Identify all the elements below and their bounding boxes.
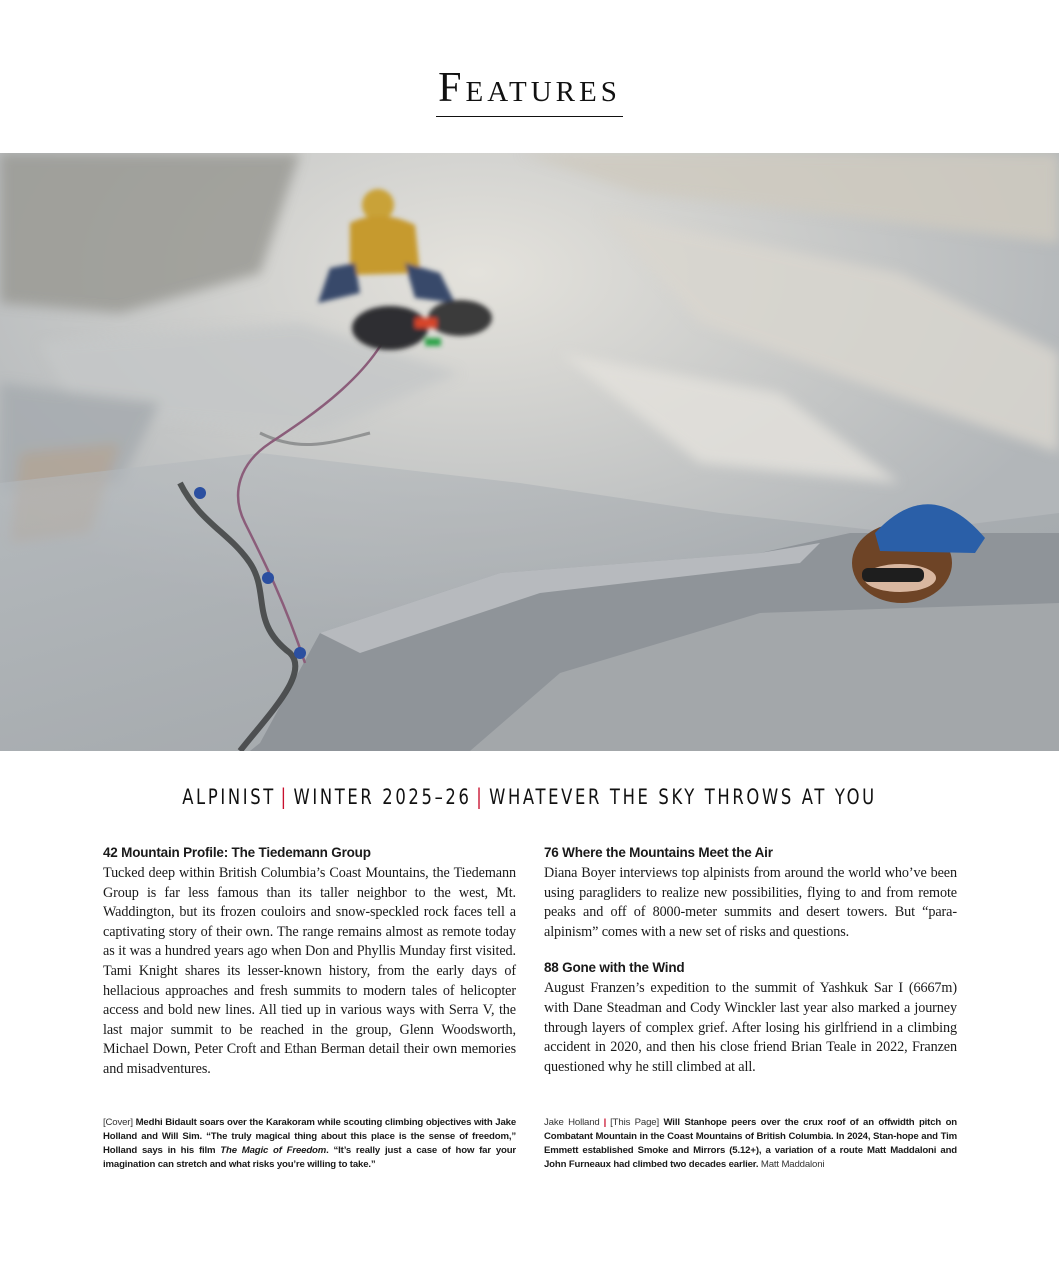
issue-tagline xyxy=(116,785,942,809)
feature-description: Tucked deep within British Columbia’s Coast Mountains, the Tiedemann Group is far less famous than its taller neighbor to the west, Mt. Waddington, but its frozen couloirs and snow-speckled rock faces tell a captivating story of their own. The range remains almost as remote today as it was a hundred years ago when Don and Phyllis Munday first visited. Tami Knight shares its lesser-known history, from the early days of hellacious approaches and fresh summits to modern tales of helicopter access and bold new lines. All tied up in various ways with Serra V, the last major summit to be reached in the group, Glenn Woodsworth, Michael Down, Peter Croft and Ethan Berman detail their own memories and misadventures. xyxy=(103,865,516,1077)
tagline-separator: | xyxy=(476,785,485,809)
cover-caption xyxy=(103,1116,516,1172)
caption-separator: | xyxy=(603,1117,607,1128)
feature-title[interactable]: 42 Mountain Profile: The Tiedemann Group xyxy=(103,845,371,860)
feature-item xyxy=(544,844,957,942)
film-title: The Magic of Freedom xyxy=(220,1145,327,1156)
caption-text: Medhi Bidault soars over the Karakoram while scouting climbing objectives with Jake Holland and Will Sim. “The truly magical thing about this place is the sense of freedom,” Holland says in his film xyxy=(103,1117,517,1156)
features-column-right xyxy=(544,844,957,1094)
feature-description: August Franzen’s expedition to the summit of Yashkuk Sar I (6667m) with Dane Steadman and Cody Winckler last year also marked a journey through layers of complex grief. After losing his girlfriend in a climbing accident in 2020, and then his close friend Brian Teale in 2022, Franzen questioned why he still climbed at all. xyxy=(544,980,957,1075)
feature-title[interactable]: 76 Where the Mountains Meet the Air xyxy=(544,845,773,860)
feature-photo xyxy=(0,153,1059,751)
feature-title[interactable]: 88 Gone with the Wind xyxy=(544,960,685,976)
caption-text: . “It’s really just a case of how far your imagination can stretch and what risks you’re willing to take.” xyxy=(103,1145,517,1170)
caption-tag: [Cover] xyxy=(103,1117,133,1128)
feature-description: Diana Boyer interviews top alpinists from around the world who’ve been using paragliders to realize new possibilities, flying to and from remote peaks and off of 8000-meter summits and desert towers. But “para-alpinism” comes with a new set of risks and questions. xyxy=(544,865,957,940)
climbing-photo-illustration xyxy=(0,153,1059,751)
publication-name: ALPINIST xyxy=(182,785,276,809)
features-column-left xyxy=(103,844,516,1097)
issue-theme: WHATEVER THE SKY THROWS AT YOU xyxy=(489,785,877,809)
caption-text: Will Stanhope peers over the crux roof of an offwidth pitch on Combatant Mountain in the Coast Mountains of British Columbia. In 2024, Stan-hope and Tim Emmett established Smoke and Mirrors (5.12+), a variation of a route Matt Maddaloni and John Furneaux had climbed two decades earlier. xyxy=(544,1117,958,1170)
feature-item xyxy=(544,959,957,1077)
feature-item xyxy=(103,844,516,1080)
this-page-caption xyxy=(544,1116,957,1172)
page-title: Features xyxy=(436,66,623,117)
caption-tag: [This Page] xyxy=(610,1117,660,1128)
issue-date: WINTER 2025–26 xyxy=(293,785,472,809)
page-header xyxy=(0,66,1059,117)
photo-credit: Jake Holland xyxy=(544,1117,600,1128)
photo-credit: Matt Maddaloni xyxy=(760,1159,825,1170)
tagline-separator: | xyxy=(280,785,289,809)
